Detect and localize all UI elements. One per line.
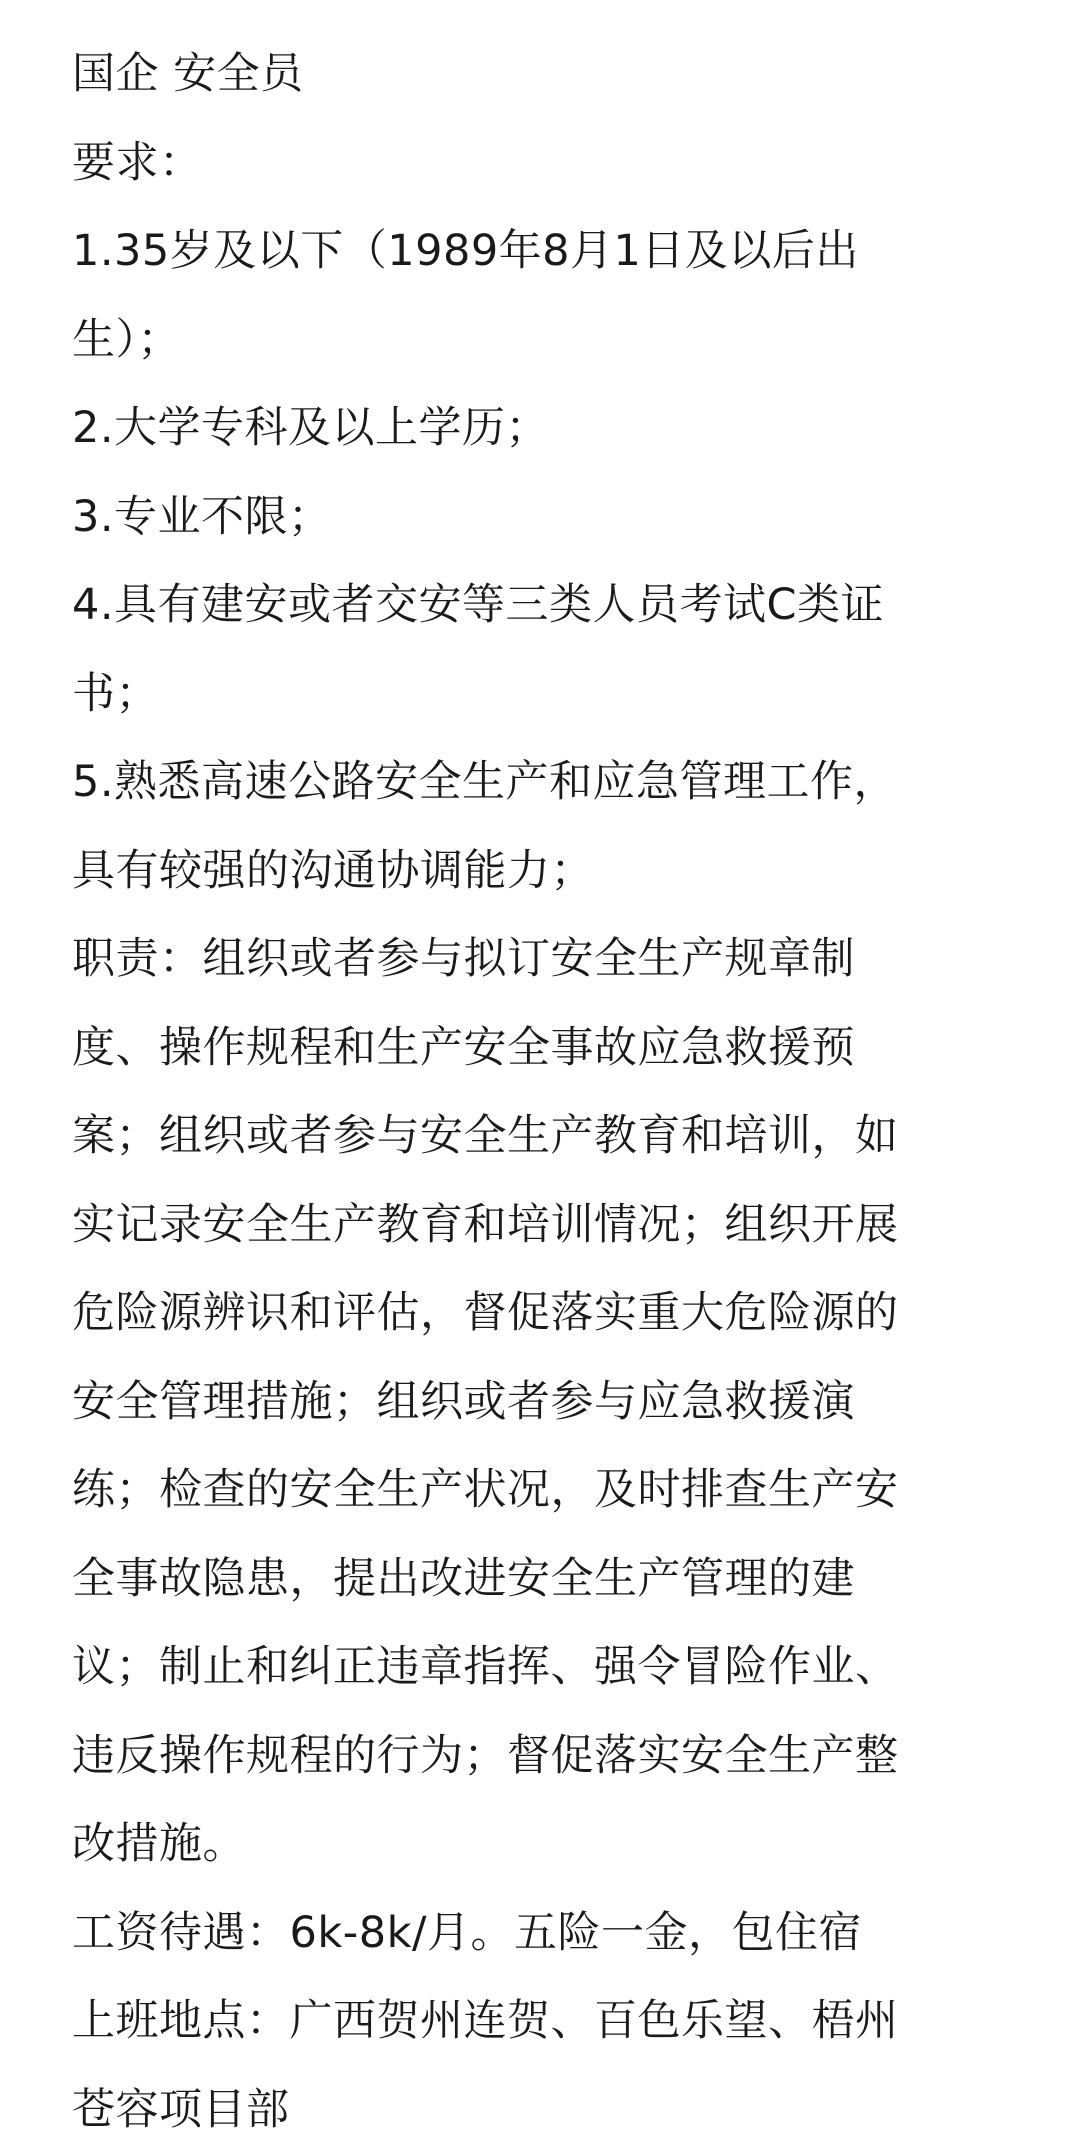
duties-line-8: 全事故隐患，提出改进安全生产管理的建 xyxy=(72,1535,1052,1624)
requirement-4-line-2: 书； xyxy=(72,650,1052,739)
requirement-5-line-1: 5.熟悉高速公路安全生产和应急管理工作， xyxy=(72,738,1052,827)
duties-line-10: 违反操作规程的行为；督促落实安全生产整 xyxy=(72,1712,1052,1801)
requirement-3: 3.专业不限； xyxy=(72,473,1052,562)
duties-line-5: 危险源辨识和评估，督促落实重大危险源的 xyxy=(72,1269,1052,1358)
duties-line-11: 改措施。 xyxy=(72,1800,1052,1889)
requirement-5-line-2: 具有较强的沟通协调能力； xyxy=(72,827,1052,916)
requirement-1-line-2: 生）； xyxy=(72,296,1052,385)
duties-line-6: 安全管理措施；组织或者参与应急救援演 xyxy=(72,1358,1052,1447)
posting-title: 国企 安全员 xyxy=(72,30,1052,119)
requirement-1-line-1: 1.35岁及以下（1989年8月1日及以后出 xyxy=(72,207,1052,296)
requirements-heading: 要求： xyxy=(72,119,1052,208)
requirement-2: 2.大学专科及以上学历； xyxy=(72,384,1052,473)
duties-line-4: 实记录安全生产教育和培训情况；组织开展 xyxy=(72,1181,1052,1270)
requirement-4-line-1: 4.具有建安或者交安等三类人员考试C类证 xyxy=(72,561,1052,650)
salary-benefits: 工资待遇：6k-8k/月。五险一金，包住宿 xyxy=(72,1889,1052,1978)
duties-line-2: 度、操作规程和生产安全事故应急救援预 xyxy=(72,1004,1052,1093)
duties-line-7: 练；检查的安全生产状况，及时排查生产安 xyxy=(72,1446,1052,1535)
duties-line-9: 议；制止和纠正违章指挥、强令冒险作业、 xyxy=(72,1623,1052,1712)
work-location-line-2: 苍容项目部 xyxy=(72,2066,1052,2154)
duties-line-3: 案；组织或者参与安全生产教育和培训，如 xyxy=(72,1092,1052,1181)
duties-line-1: 职责：组织或者参与拟订安全生产规章制 xyxy=(72,915,1052,1004)
job-posting-text xyxy=(72,30,1052,2154)
work-location-line-1: 上班地点：广西贺州连贺、百色乐望、梧州 xyxy=(72,1977,1052,2066)
